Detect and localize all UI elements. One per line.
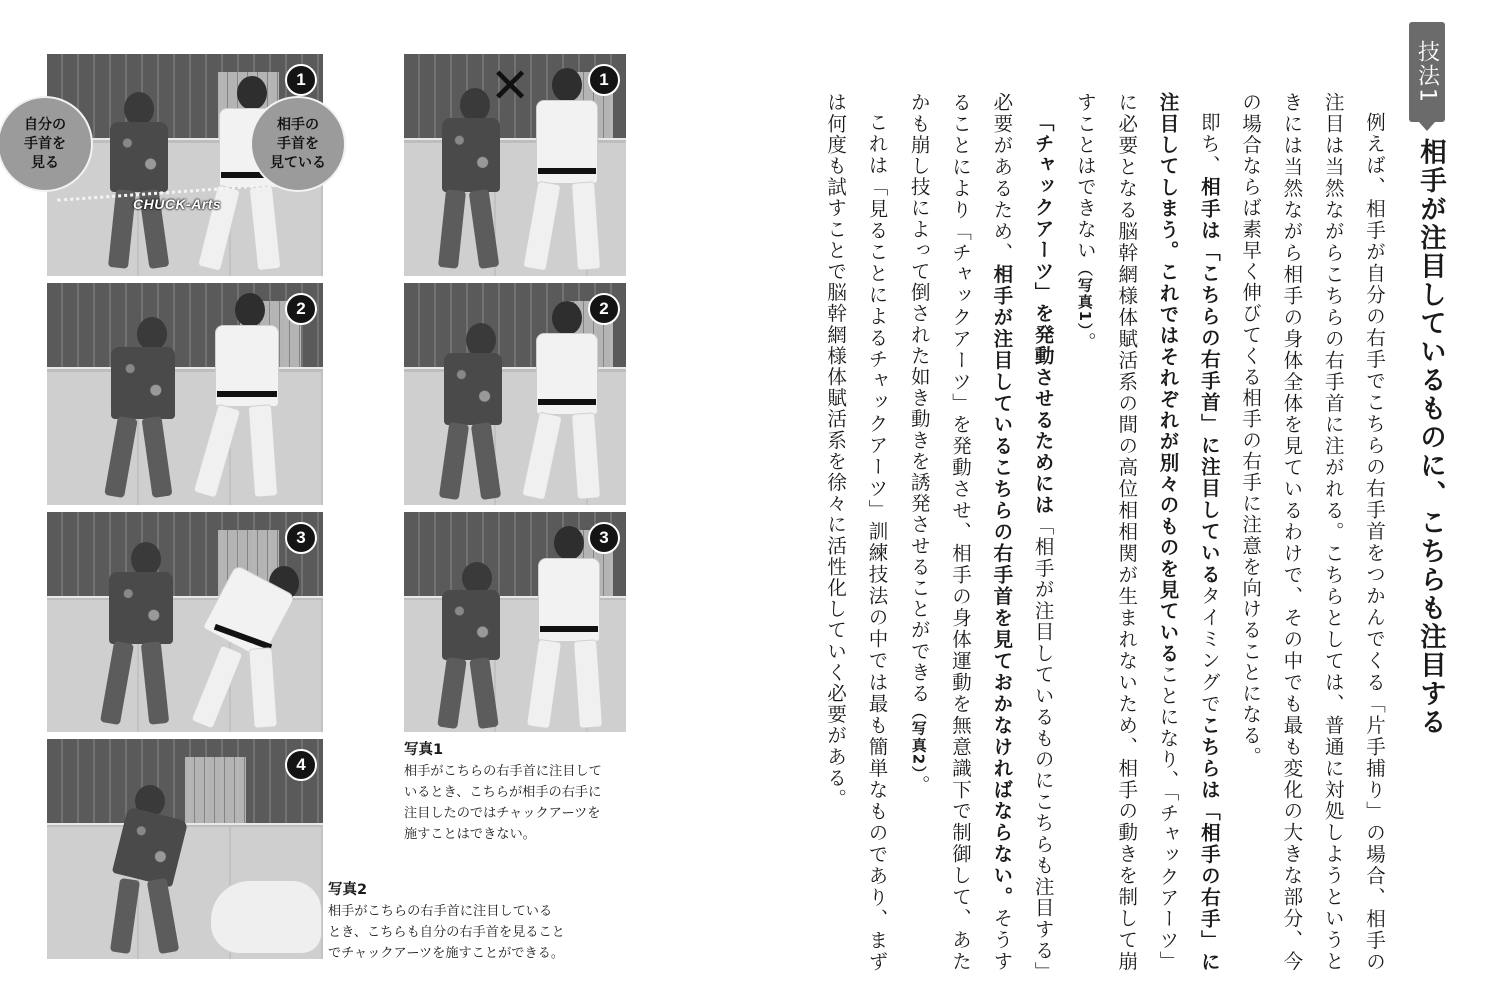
photo-number-badge: 2	[588, 293, 620, 325]
photo-reference: （写真2）	[909, 703, 928, 775]
text-run: 即ち、	[1197, 111, 1221, 177]
photo-reference: （写真1）	[1075, 260, 1094, 332]
figure-left-person	[97, 785, 197, 955]
text-run: 。	[1073, 331, 1097, 353]
photo-number-badge: 3	[285, 522, 317, 554]
emphasis-run: 「チャックアーツ」を発動させるためには	[1031, 111, 1055, 515]
text-run: そうすることにより「チャックアーツ」を発動させ、相手の身体運動を無意識下で制御して、あたかも崩し技によって倒された如き動きを誘発させることができる	[907, 92, 1014, 972]
photo-number-badge: 4	[285, 749, 317, 781]
photo-number-badge: 3	[588, 522, 620, 554]
emphasis-run: こちらは「相手の右手」に注目してしまう。これではそれぞれが別々のものを見ている	[1156, 92, 1221, 973]
photo-number-badge: 1	[285, 64, 317, 96]
caption-photo-2	[328, 880, 598, 964]
figure-left-person	[434, 323, 514, 501]
paragraph-4: これは「見ることによるチャックアーツ」訓練技法の中では最も簡単なものであり、まずは何度も試すことで脳幹網様体賦活系を徐々に活性化していく必要がある。	[824, 92, 889, 972]
figure-right-person	[522, 68, 608, 272]
figure-left-person	[95, 542, 185, 728]
callout-bubble-left: 自分の 手首を 見る	[0, 96, 93, 192]
caption-text: 相手がこちらの右手首に注目して いるとき、こちらが相手の右手に 注目したのではチャックアーツを 施すことはできない。	[404, 764, 602, 842]
figure-left-person	[432, 88, 512, 272]
photo-left-2	[47, 283, 323, 505]
caption-photo-1	[404, 740, 644, 845]
figure-right-person	[524, 526, 610, 730]
photo-number-badge: 1	[588, 64, 620, 96]
caption-title: 写真1	[404, 742, 444, 758]
paragraph-3	[897, 92, 1063, 972]
brand-label: CHUCK-Arts	[133, 196, 222, 212]
text-run: 。	[907, 774, 931, 796]
photo-left-3	[47, 512, 323, 732]
figure-left-person	[102, 92, 182, 272]
figure-right-person	[197, 293, 287, 499]
paragraph-2	[1064, 92, 1230, 972]
photo-number-badge: 2	[285, 293, 317, 325]
cross-mark-icon: ✕	[490, 58, 531, 114]
photo-right-1	[404, 54, 626, 276]
photo-right-2	[404, 283, 626, 505]
caption-text: 相手がこちらの右手首に注目している とき、こちらも自分の右手首を見ること でチャックアーツを施すことができる。	[328, 904, 565, 961]
emphasis-run: 相手は「こちらの右手首」に注目している	[1197, 176, 1221, 586]
photo-right-3	[404, 512, 626, 732]
body-text	[824, 92, 1395, 973]
text-run: ことになり、「チャックアーツ」に必要となる脳幹網様体賦活系の間の高位相相関が生まれないため、相手の動きを制して崩すことはできない	[1073, 92, 1180, 973]
paragraph-1: 例えば、相手が自分の右手でこちらの右手首をつかんでくる「片手捕り」の場合、相手の注目は当然ながらこちらの右手首に注がれる。こちらとしては、普通に対処しようというときには当然ながら相手の身体全体を見ているわけで、その中でも最も変化の大きな部分、今の場合ならば素早く伸びてくる相手の右手に注意を向けることになる。	[1239, 92, 1386, 972]
caption-title: 写真2	[328, 882, 368, 898]
section-tag: 技法1	[1409, 22, 1445, 122]
emphasis-run: 相手が注目しているこちらの右手首を見ておかなければならない。	[990, 263, 1014, 908]
figure-left-person	[432, 562, 512, 730]
text-run: 「相手が注目しているものにこちらも注目する」必要があるため、	[990, 92, 1055, 972]
callout-bubble-right: 相手の 手首を 見ている	[250, 96, 346, 192]
headline: 相手が注目しているものに、こちらも注目する	[1415, 138, 1446, 737]
text-run: タイミングで	[1197, 585, 1221, 715]
figure-right-person	[185, 556, 305, 728]
figure-right-person	[522, 301, 608, 501]
fallen-person	[210, 880, 322, 954]
figure-left-person	[97, 317, 187, 501]
